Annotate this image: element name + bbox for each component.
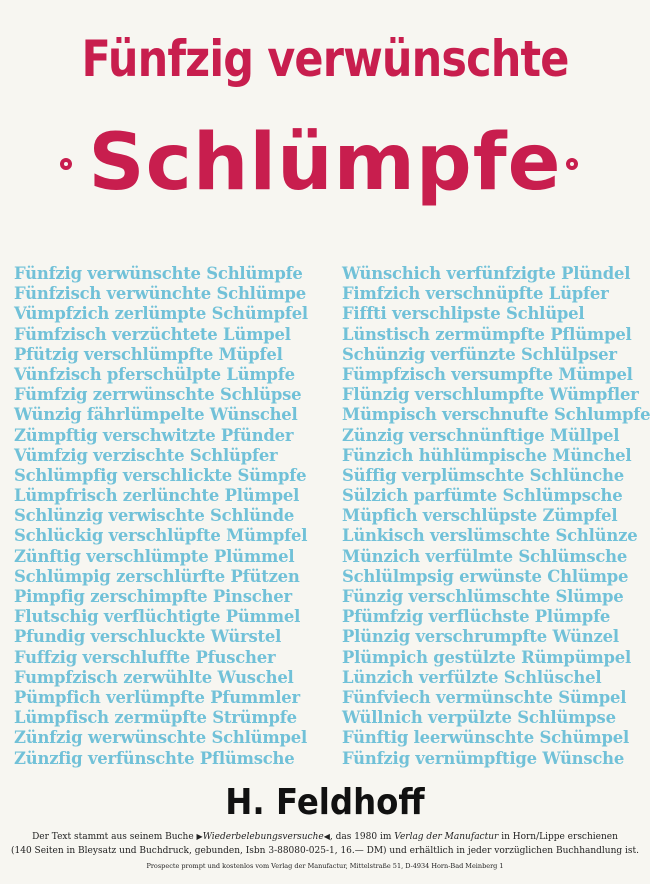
poem-left-column — [14, 264, 332, 769]
poem-line: Sülzich parfümte Schlümpsche — [342, 486, 623, 506]
poem-line: Fimfzich verschnüpfte Lüpfer — [342, 284, 609, 304]
poem-line: Zünftig verschlümpte Plümmel — [14, 546, 295, 566]
poem-line: Fümfzig zerrwünschte Schlüpse — [14, 385, 302, 405]
poem-right-column — [342, 264, 650, 769]
poem-line: Zünzig verschnünftige Müllpel — [342, 425, 620, 445]
poem-line: Müpfich verschlüpste Zümpfel — [342, 506, 618, 526]
poem-line: Münzich verfülmte Schlümsche — [342, 546, 628, 566]
poem-line: Fuffzig verschluffte Pfuscher — [14, 647, 276, 667]
poem-line: Zümpftig verschwitzte Pfünder — [14, 425, 294, 445]
poem-line: Wüllnich verpülzte Schlümpse — [342, 708, 616, 728]
poem-line: Schünzig verfünzte Schlülpser — [342, 344, 617, 364]
right-ring-ornament — [566, 158, 578, 170]
poem-line: Fünfzig vernümpftige Wünsche — [342, 748, 625, 768]
poem-line: Fünfzig verwünschte Schlümpfe — [14, 264, 303, 283]
footer-line-2: (140 Seiten in Bleysatz und Buchdruck, gebunden, Isbn 3-88080-025-1, 16.— DM) und erhältlich in jeder vorzüglichen Buchhandlung ist. — [11, 846, 639, 856]
triangle-right-icon: ▶ — [196, 832, 203, 841]
title-line-1: Fünfzig verwünschte — [81, 30, 569, 88]
poem-line: Pfümfzig verflüchste Plümpfe — [342, 607, 611, 627]
poem-line: Lümpfrisch zerlünchte Plümpel — [14, 486, 300, 506]
poem-line: Fümfzisch verzüchtete Lümpel — [14, 324, 291, 344]
poem-line: Vümpfzich zerlümpte Schümpfel — [14, 304, 308, 324]
poem-line: Fümpfzisch versumpfte Mümpel — [342, 364, 633, 384]
poem-line: Fünzich hühlümpische Münchel — [342, 445, 632, 465]
poem-line: Schlülmpsig erwünste Chlümpe — [342, 566, 629, 586]
poem-line: Lünkisch verslümschte Schlünze — [342, 526, 638, 546]
poem-line: Fumpfzisch zerwühlte Wuschel — [14, 667, 294, 687]
poem-line: Fünfzisch verwünchte Schlümpe — [14, 284, 307, 304]
poem-line: Flünzig verschlumpfte Wümpfler — [342, 385, 639, 405]
poem-line: Pimpfig zerschimpfte Pinscher — [14, 587, 292, 606]
poem-line: Süffig verplümschte Schlünche — [342, 465, 624, 485]
poem-line: Mümpisch verschnufte Schlumpfe — [342, 405, 650, 425]
poem-line: Plümpich gestülzte Rümpümpel — [342, 647, 632, 667]
poem-line: Schlümpfig verschlickte Sümpfe — [14, 465, 307, 485]
poem-line: Lünstisch zermümpfte Pflümpel — [342, 324, 632, 344]
poem-line: Vümfzig verzischte Schlüpfer — [14, 445, 278, 465]
poem-line: Wünzig fährlümpelte Wünschel — [14, 405, 298, 425]
poem-line: Pfundig verschluckte Würstel — [14, 627, 282, 647]
poem-line: Schlückig verschlüpfte Mümpfel — [14, 526, 308, 546]
poem-line: Zünzfig verfünschte Pflümsche — [14, 748, 295, 768]
poem-line: Pümpfich verlümpfte Pfummler — [14, 687, 300, 707]
footer-line-3: Prospecte prompt und kostenlos vom Verlag der Manufactur, Mittelstraße 51, D-4934 Horn-Bad Meinberg 1 — [146, 862, 504, 870]
triangle-left-icon: ◀ — [323, 832, 330, 841]
poem-line: Vünfzisch pferschülpte Lümpfe — [14, 364, 295, 384]
poem-line: Fünfviech vermünschte Sümpel — [342, 687, 627, 707]
poem-line: Schlümpig zerschlürfte Pfützen — [14, 566, 300, 586]
poem-line: Plünzig verschrumpfte Wünzel — [342, 627, 619, 647]
title-line-2: Schlümpfe — [88, 118, 562, 208]
poem-line: Flutschig verflüchtigte Pümmel — [14, 607, 301, 627]
poem-line: Lünzich verfülzte Schlüschel — [342, 667, 602, 687]
poem-line: Lümpfisch zermüpfte Strümpfe — [14, 708, 297, 728]
footer-text-b: , das 1980 im — [329, 832, 392, 842]
poem-line: Fünzig verschlümschte Slümpe — [342, 587, 624, 606]
footer-text-c: in Horn/Lippe erschienen — [501, 832, 618, 842]
poem-line: Fünftig leerwünschte Schümpel — [342, 728, 629, 748]
poem-line: Pfützig verschlümpfte Müpfel — [14, 344, 283, 364]
footer-line-1 — [0, 832, 650, 842]
footer-publisher: Verlag der Manufactur — [394, 832, 499, 842]
footer-book-title: Wiederbelebungsversuche — [202, 832, 324, 842]
poem-line: Schlünzig verwischte Schlünde — [14, 506, 295, 526]
poem-line: Zünfzig werwünschte Schlümpel — [14, 728, 308, 748]
poem-line: Wünschich verfünfzigte Plündel — [342, 264, 631, 283]
footer-text-a: Der Text stammt aus seinem Buche — [32, 832, 194, 842]
author-name: H. Feldhoff — [225, 782, 425, 823]
poem-line: Fiffti verschlipste Schlüpel — [342, 304, 585, 324]
